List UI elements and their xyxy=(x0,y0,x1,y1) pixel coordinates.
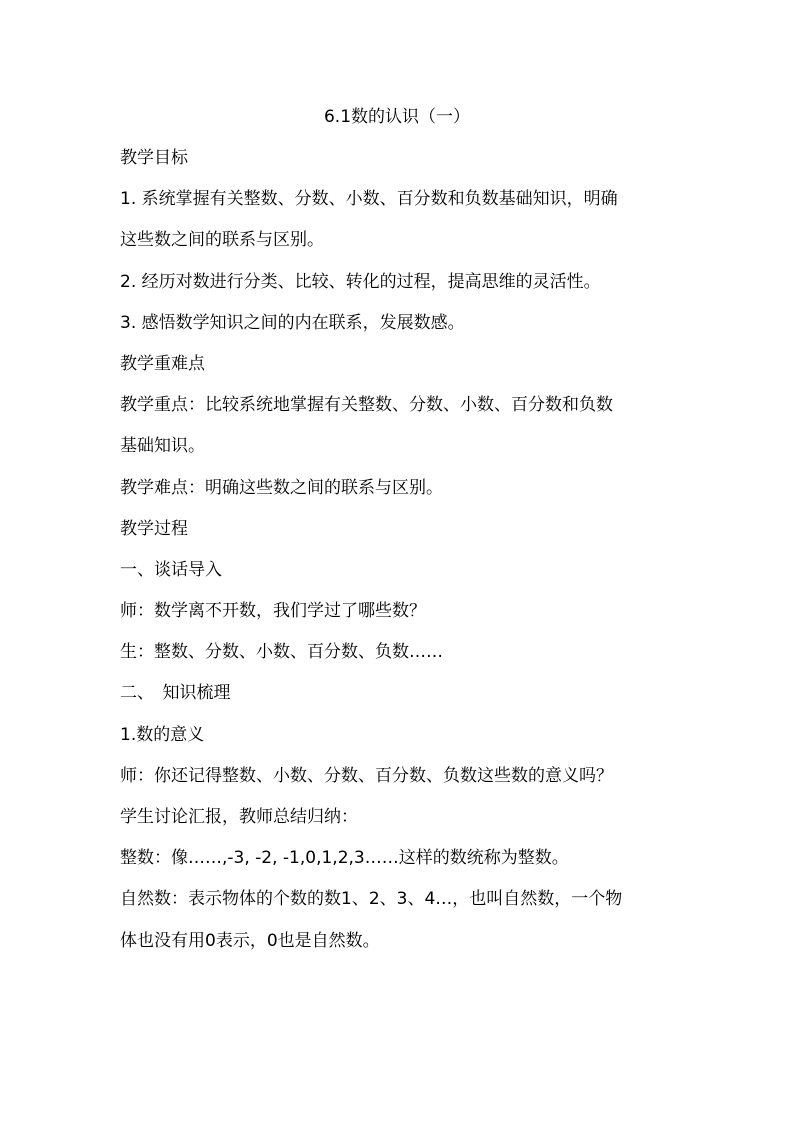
paragraph-line: 1. 系统掌握有关整数、分数、小数、百分数和负数基础知识，明确 xyxy=(120,189,618,210)
paragraph-line: 整数：像……,-3, -2, -1,0,1,2,3……这样的数统称为整数。 xyxy=(120,848,569,869)
section-heading-key-points: 教学重难点 xyxy=(120,353,205,374)
paragraph-line: 生：整数、分数、小数、百分数、负数…… xyxy=(120,642,443,663)
paragraph-line: 师：数学离不开数，我们学过了哪些数？ xyxy=(120,601,426,622)
paragraph-line: 师：你还记得整数、小数、分数、百分数、负数这些数的意义吗？ xyxy=(120,765,613,786)
paragraph-line: 3. 感悟数学知识之间的内在联系，发展数感。 xyxy=(120,312,465,333)
paragraph-line: 教学重点：比较系统地掌握有关整数、分数、小数、百分数和负数 xyxy=(120,395,613,416)
section-heading-objectives: 教学目标 xyxy=(120,148,188,168)
subsection-heading: 二、 知识梳理 xyxy=(120,683,231,704)
section-heading-process: 教学过程 xyxy=(120,518,188,539)
document-title: 6.1数的认识（一） xyxy=(323,107,471,127)
paragraph-line: 自然数：表示物体的个数的数1、2、3、4…，也叫自然数，一个物 xyxy=(120,889,623,910)
paragraph-line: 这些数之间的联系与区别。 xyxy=(120,230,324,251)
paragraph-line: 学生讨论汇报，教师总结归纳： xyxy=(120,807,358,827)
paragraph-line: 体也没有用0表示，0也是自然数。 xyxy=(120,930,380,951)
document-body xyxy=(120,145,680,969)
subsection-heading: 一、谈话导入 xyxy=(120,559,222,580)
subsection-heading: 1.数的意义 xyxy=(120,724,205,745)
paragraph-line: 教学难点：明确这些数之间的联系与区别。 xyxy=(120,477,443,498)
paragraph-line: 2. 经历对数进行分类、比较、转化的过程，提高思维的灵活性。 xyxy=(120,271,601,292)
paragraph-line: 基础知识。 xyxy=(120,436,205,457)
